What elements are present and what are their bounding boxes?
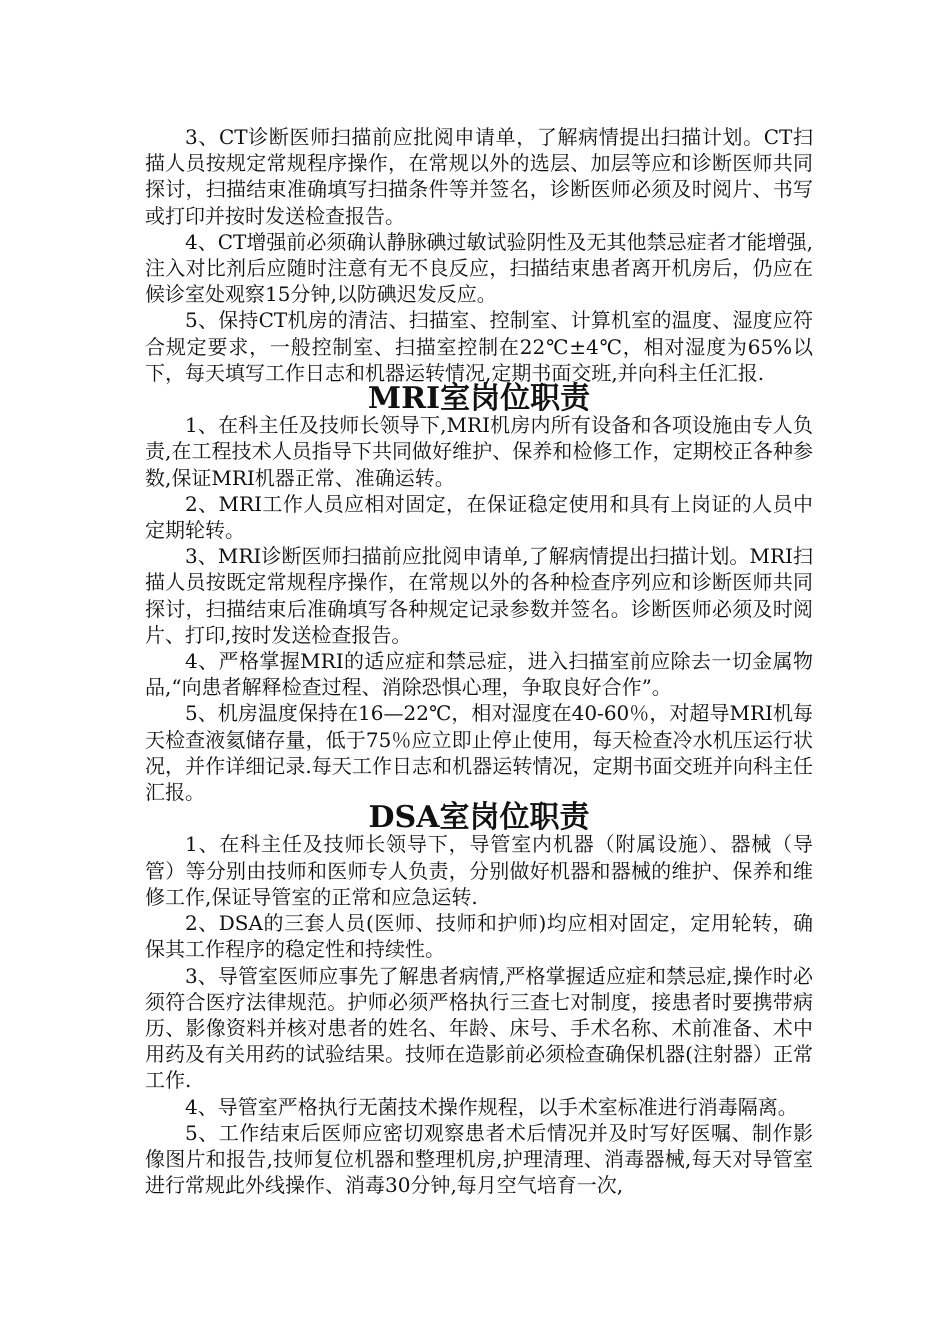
ct-paragraph-5: 5、保持CT机房的清洁、扫描室、控制室、计算机室的温度、湿度应符合规定要求，一般控制室、扫描室控制在22℃±4℃，相对湿度为65%以下，每天填写工作日志和机器运转情况,定期书面交班,并向科主任汇报. — [145, 308, 813, 385]
dsa-paragraph-4: 4、导管室严格执行无菌技术操作规程，以手术室标准进行消毒隔离。 — [185, 1094, 798, 1119]
ct-paragraph-4: 4、CT增强前必须确认静脉碘过敏试验阴性及无其他禁忌症者才能增强,注入对比剂后应随时注意有无不良反应，扫描结束患者离开机房后，仍应在候诊室处观察15分钟,以防碘迟发反应。 — [145, 229, 813, 307]
dsa-paragraph-2: 2、DSA的三套人员(医师、技师和护师)均应相对固定，定用轮转，确保其工作程序的稳定性和持续性。 — [145, 911, 813, 962]
mri-paragraph-5: 5、机房温度保持在16—22℃，相对湿度在40-60％，对超导MRI机每天检查液氦储存量，低于75％应立即止停止使用，每天检查冷水机压运行状况，并作详细记录.每天工作日志和机器运转情况，定期书面交班并向科主任汇报。 — [145, 701, 813, 805]
mri-section — [145, 381, 813, 805]
dsa-heading: DSA室岗位职责 — [368, 800, 590, 836]
document-page — [145, 124, 813, 1198]
mri-paragraph-3: 3、MRI诊断医师扫描前应批阅申请单,了解病情提出扫描计划。MRI扫描人员按既定常规程序操作，在常规以外的各种检查序列应和诊断医师共同探讨，扫描结束后准确填写各种规定记录参数并签名。诊断医师必须及时阅片、打印,按时发送检查报告。 — [145, 544, 813, 647]
mri-paragraph-4: 4、严格掌握MRI的适应症和禁忌症，进入扫描室前应除去一切金属物品,“向患者解释检查过程、消除恐惧心理，争取良好合作”。 — [145, 649, 813, 700]
mri-paragraph-1: 1、在科主任及技师长领导下,MRI机房内所有设备和各项设施由专人负责,在工程技术人员指导下共同做好维护、保养和检修工作，定期校正各种参数,保证MRI机器正常、准确运转。 — [145, 413, 813, 490]
mri-heading: MRI室岗位职责 — [367, 381, 591, 417]
dsa-paragraph-5: 5、工作结束后医师应密切观察患者术后情况并及时写好医嘱、制作影像图片和报告,技师复位机器和整理机房,护理清理、消毒器械,每天对导管室进行常规此外线操作、消毒30分钟,每月空气培育一次, — [145, 1120, 813, 1198]
dsa-section — [145, 800, 813, 1198]
ct-paragraph-3: 3、CT诊断医师扫描前应批阅申请单，了解病情提出扫描计划。CT扫描人员按规定常规程序操作，在常规以外的选层、加层等应和诊断医师共同探讨，扫描结束准确填写扫描条件等并签名，诊断医师必须及时阅片、书写或打印并按时发送检查报告。 — [145, 125, 813, 228]
ct-section — [145, 124, 813, 386]
dsa-paragraph-3: 3、导管室医师应事先了解患者病情,严格掌握适应症和禁忌症,操作时必须符合医疗法律规范。护师必须严格执行三查七对制度，接患者时要携带病历、影像资料并核对患者的姓名、年龄、床号、手术名称、术前准备、术中用药及有关用药的试验结果。技师在造影前必须检查确保机器(注射器）正常工作. — [145, 963, 813, 1093]
mri-paragraph-2: 2、MRI工作人员应相对固定，在保证稳定使用和具有上岗证的人员中定期轮转。 — [145, 491, 813, 543]
dsa-paragraph-1: 1、在科主任及技师长领导下，导管室内机器（附属设施）、器械（导管）等分别由技师和医师专人负责，分别做好机器和器械的维护、保养和维修工作,保证导管室的正常和应急运转. — [145, 832, 813, 909]
